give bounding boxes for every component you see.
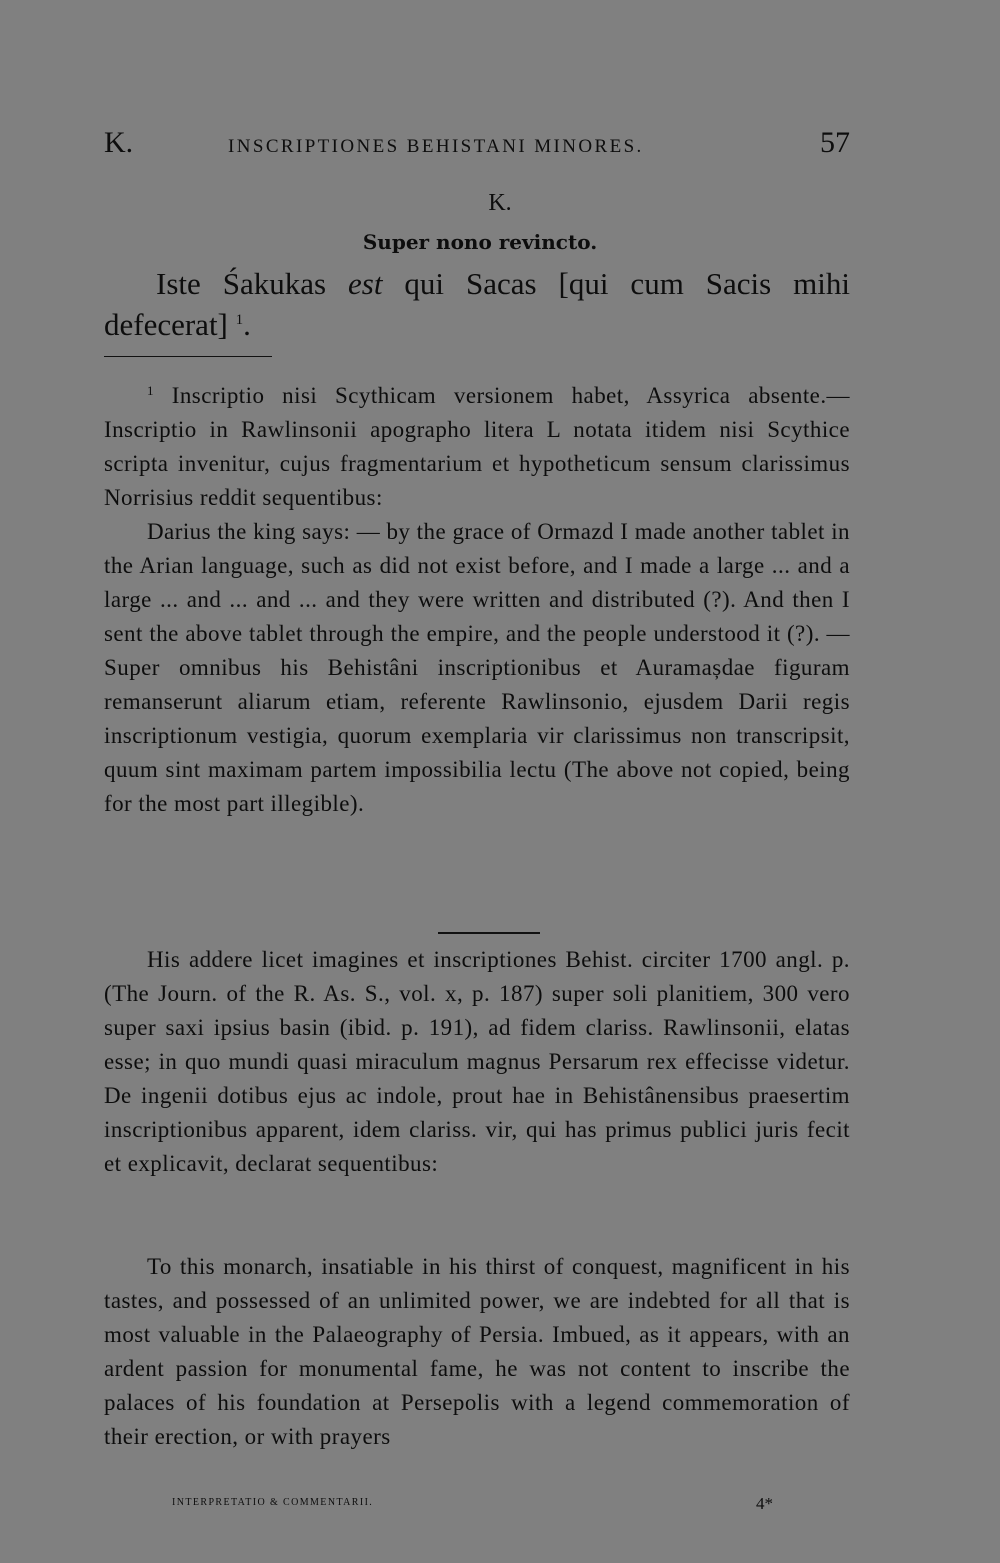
footnote-quote: Darius the king says: — by the grace of Ormazd I made another tablet in the Arian language, such as did not exist before, and I made a large ... and a large ... and ... and ... and they were written and distributed (?). And then I sent the above tablet through the empire, and the people understood it (?). —Super omnibus his Behistâni inscriptionibus et Auramașdae figuram remanserunt aliarum etiam, referente Rawlinsonio, ejusdem Darii regis inscriptionum vestigia, quorum exemplaria vir clarissimus non transcripsit, quum sint maximam partem impossibilia lectu (The above not copied, being for the most part illegible). — [104, 519, 850, 816]
signature-line: INTERPRETATIO & COMMENTARII. — [172, 1497, 374, 1508]
inscription-est: est — [348, 266, 383, 301]
running-head-title: INSCRIPTIONES BEHISTANI MINORES. — [228, 136, 644, 157]
inscription-end: . — [243, 307, 251, 342]
inscription-text — [104, 266, 850, 343]
footnote-rule — [104, 356, 272, 357]
signature-mark: 4* — [756, 1494, 773, 1513]
inscription-part2: qui Sacas [qui cum Sacis mihi defecerat] — [104, 266, 850, 342]
footnote — [104, 374, 850, 821]
paragraph-3: To this monarch, insatiable in his thirst of conquest, magnificent in his tastes, and possessed of an unlimited power, we are indebted for all that is most valuable in the Palaeography of Persia. Imbued, as it appears, with an ardent passion for monumental fame, he was not content to inscribe the palaces of his foundation at Persepolis with a legend commemoration of their erection, or with prayers — [104, 1254, 850, 1449]
inscription-part1: Iste Śakukas — [156, 266, 349, 301]
section-subtitle: Super nono revincto. — [362, 230, 598, 254]
paragraph-2: His addere licet imagines et inscriptiones Behist. circiter 1700 angl. p. (The Journ. of the R. As. S., vol. x, p. 187) super soli planitiem, 300 vero super saxi ipsius basin (ibid. p. 191), ad fidem clariss. Rawlinsonii, elatas esse; in quo mundi quasi miraculum magnus Persarum rex effecisse videtur. De ingenii dotibus ejus ac indole, prout hae in Behistânensibus praesertim inscriptionibus apparent, idem clariss. vir, qui has primus publici juris fecit et explicavit, declarat sequentibus: — [104, 947, 850, 1176]
running-head — [104, 126, 850, 162]
paragraph-block-3 — [104, 1250, 850, 1454]
footnote-text: Inscriptio nisi Scythicam versionem habet, Assyrica absente.—Inscriptio in Rawlinsonii apographo litera L notata itidem nisi Scythice scripta invenitur, cujus fragmentarium et hypotheticum sensum clarissimus Norrisius reddit sequentibus: — [104, 383, 850, 510]
paragraph-block-2 — [104, 943, 850, 1181]
footnote-number: 1 — [147, 383, 154, 398]
footnote-paragraph — [104, 374, 850, 515]
page-number: 57 — [820, 126, 850, 159]
section-divider — [438, 932, 540, 934]
running-head-section: K. — [104, 126, 134, 159]
footnote-reference: 1 — [235, 312, 244, 328]
section-heading: K. — [488, 190, 512, 216]
